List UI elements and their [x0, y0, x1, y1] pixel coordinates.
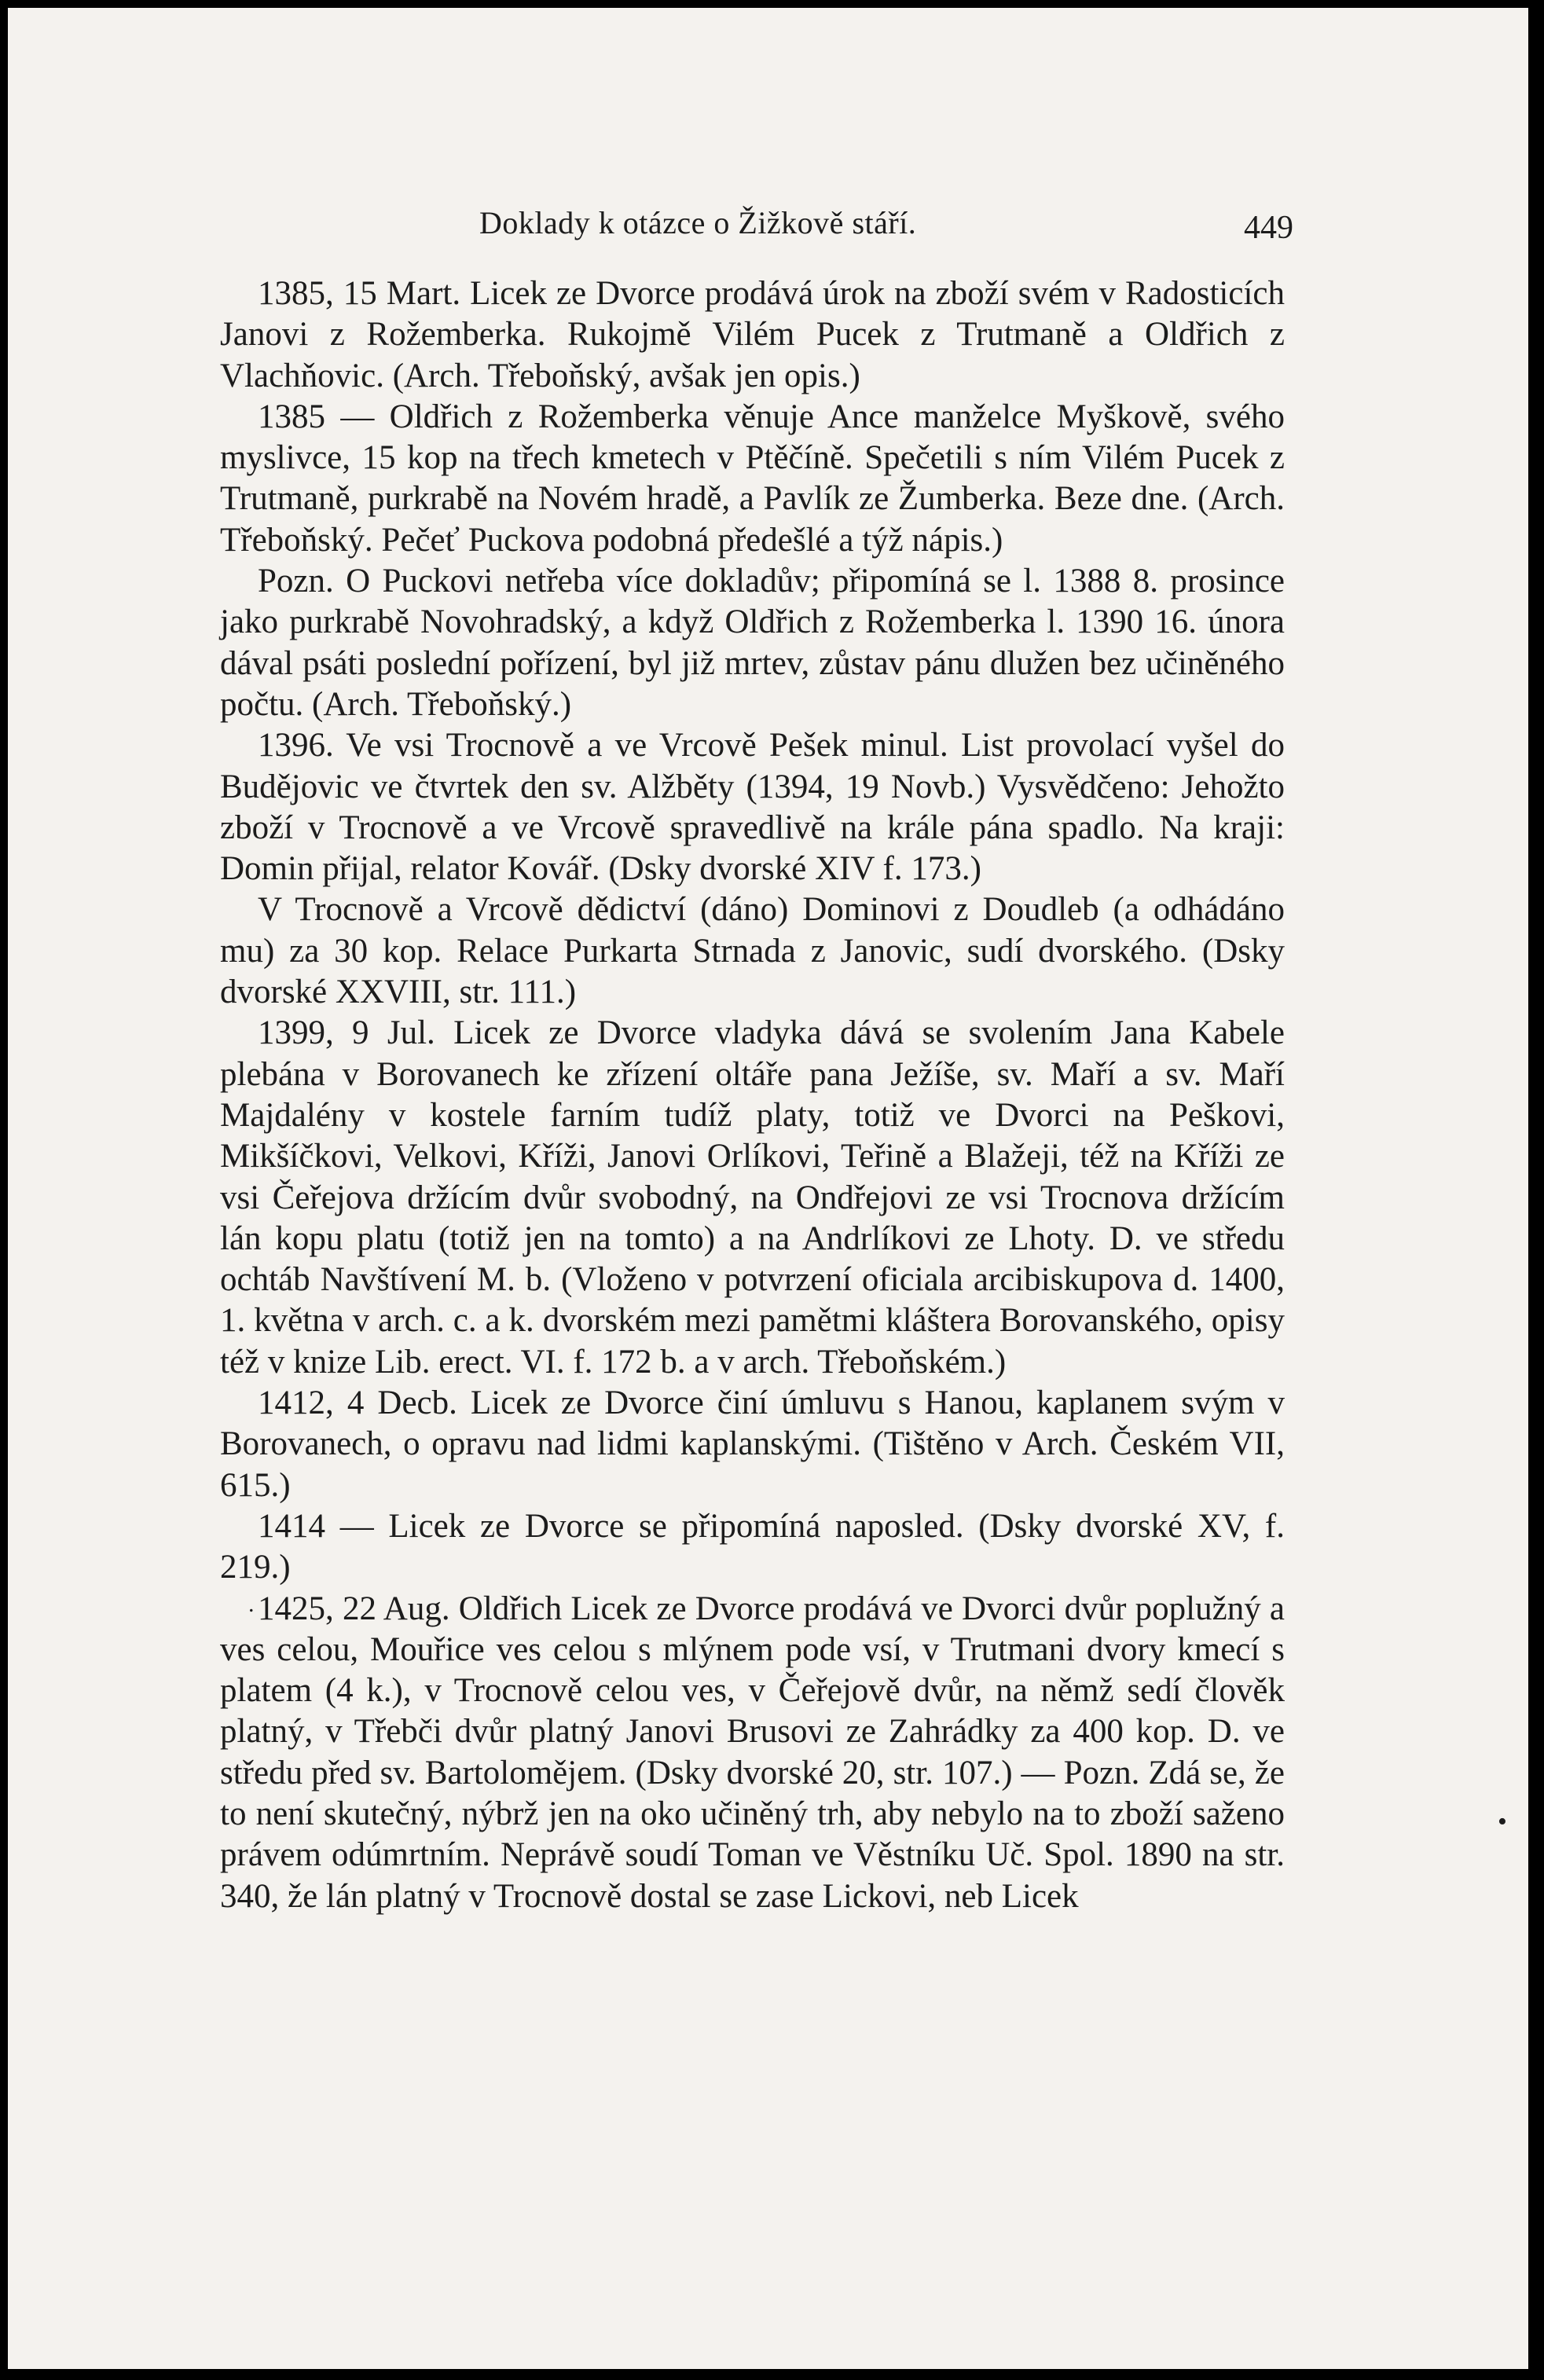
paragraph-1425: 1425, 22 Aug. Oldřich Licek ze Dvorce prodává ve Dvorci dvůr poplužný a ves celou, Mouřice ves celou s mlýnem pode vsí, v Trutmani dvory kmecí s platem (4 k.), v Trocnově celou ves, v Čeřejově dvůr, na němž sedí člověk platný, v Třebči dvůr platný Janovi Brusovi ze Zahrádky za 400 kop. D. ve středu před sv. Bartolomějem. (Dsky dvorské 20, str. 107.) — Pozn. Zdá se, že to není skutečný, nýbrž jen na oko učiněný trh, aby nebylo na to zboží saženo právem odúmrtním. Neprávě soudí Toman ve Věstníku Uč. Spol. 1890 na str. 340, že lán platný v Trocnově dostal se zase Lickovi, neb Licek [220, 1590, 1285, 1915]
paragraph-1412: 1412, 4 Decb. Licek ze Dvorce činí úmluvu s Hanou, kaplanem svým v Borovanech, o opravu nad lidmi kaplanskými. (Tištěno v Arch. Českém VII, 615.) [220, 1384, 1285, 1504]
paragraph-1396: 1396. Ve vsi Trocnově a ve Vrcově Pešek minul. List provolací vyšel do Budějovic ve čtvrtek den sv. Alžběty (1394, 19 Novb.) Vysvědčeno: Jehožto zboží v Trocnově a ve Vrcově spravedlivě na krále pána spadlo. Na kraji: Domin přijal, relator Kovář. (Dsky dvorské XIV f. 173.) [220, 727, 1285, 888]
scanned-page [8, 8, 1528, 2369]
paragraph-pozn-pucek: Pozn. O Puckovi netřeba více dokladův; připomíná se l. 1388 8. prosince jako purkrabě Novohradský, a když Oldřich z Rožemberka l. 1390 16. února dával psáti poslední pořízení, byl již mrtev, zůstav pánu dlužen bez učiněného počtu. (Arch. Třeboňský.) [220, 563, 1285, 723]
paragraph-1385-march: 1385, 15 Mart. Licek ze Dvorce prodává úrok na zboží svém v Radosticích Janovi z Rožemberka. Rukojmě Vilém Pucek z Trutmaně a Oldřich z Vlachňovic. (Arch. Třeboňský, avšak jen opis.) [220, 275, 1285, 394]
stray-dot-mark: . [248, 1591, 255, 1617]
paragraph-1385-oldrich: 1385 — Oldřich z Rožemberka věnuje Ance manželce Myškově, svého myslivce, 15 kop na třech kmetech v Ptěčíně. Spečetili s ním Vilém Pucek z Trutmaně, purkrabě na Novém hradě, a Pavlík ze Žumberka. Beze dne. (Arch. Třeboňský. Pečeť Puckova podobná předešlé a týž nápis.) [220, 398, 1285, 559]
paragraph-1414: 1414 — Licek ze Dvorce se připomíná naposled. (Dsky dvorské XV, f. 219.) [220, 1507, 1285, 1586]
page-number: 449 [1244, 210, 1293, 246]
running-title: Doklady k otázce o Žižkově stáří. [479, 205, 917, 240]
paragraph-trocnov-vrcov: V Trocnově a Vrcově dědictví (dáno) Dominovi z Doudleb (a odhádáno mu) za 30 kop. Relace Purkarta Strnada z Janovic, sudí dvorského. (Dsky dvorské XXVIII, str. 111.) [220, 891, 1285, 1011]
body-text [220, 273, 1285, 1917]
paragraph-1399: 1399, 9 Jul. Licek ze Dvorce vladyka dává se svolením Jana Kabele plebána v Borovanech ke zřízení oltáře pana Ježíše, sv. Maří a sv. Maří Majdalény v kostele farním tudíž platy, totiž ve Dvorci na Peškovi, Mikšíčkovi, Velkovi, Kříži, Janovi Orlíkovi, Teřině a Blažeji, též na Kříži ze vsi Čeřejova držícím dvůr svobodný, na Ondřejovi ze vsi Trocnova držícím lán kopu platu (totiž jen na tomto) a na Andrlíkovi ze Lhoty. D. ve středu ochtáb Navštívení M. b. (Vloženo v potvrzení oficiala arcibiskupova d. 1400, 1. května v arch. c. a k. dvorském mezi pamětmi kláštera Borovanského, opisy též v knize Lib. erect. VI. f. 172 b. a v arch. Třeboňském.) [220, 1014, 1285, 1381]
stray-dot-mark: • [1498, 1807, 1507, 1836]
